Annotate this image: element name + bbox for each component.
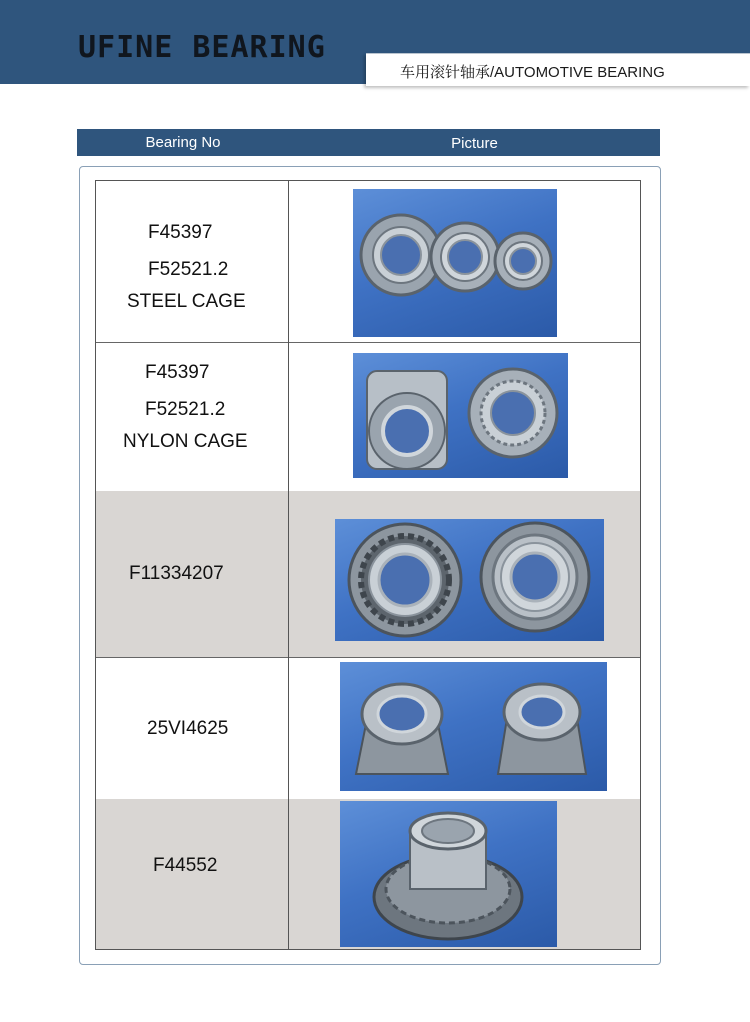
picture-cell	[289, 657, 640, 799]
bearing-no-cell	[96, 657, 289, 799]
table-row	[96, 342, 640, 492]
subtitle-text: 车用滚针轴承/AUTOMOTIVE BEARING	[400, 64, 665, 81]
picture-cell	[289, 342, 640, 491]
subtitle-tab	[366, 53, 750, 86]
table-row	[96, 181, 640, 343]
bearing-no-cell	[96, 491, 289, 657]
table-row	[96, 799, 640, 949]
bearing-no-line: F11334207	[129, 563, 224, 584]
two-needle-bearings-icon	[353, 353, 568, 478]
two-tapered-roller-bearings-icon	[340, 662, 607, 791]
bearing-no-line: STEEL CAGE	[127, 291, 246, 312]
picture-cell	[289, 799, 640, 949]
bearing-no-cell	[96, 799, 289, 949]
bearing-no-cell	[96, 181, 289, 342]
bearing-table	[95, 180, 641, 950]
picture-cell	[289, 181, 640, 342]
bearing-no-line: F44552	[153, 855, 218, 876]
flanged-roller-bearing-icon	[340, 801, 557, 947]
two-cylindrical-roller-bearings-icon	[335, 519, 604, 641]
bearing-no-line: F52521.2	[145, 399, 226, 420]
bearing-no-cell	[96, 342, 289, 491]
bearing-no-line: F52521.2	[148, 259, 229, 280]
bearing-no-line: F45397	[148, 222, 213, 243]
column-header-bar	[77, 129, 660, 156]
three-needle-bearings-icon	[353, 189, 557, 337]
brand-title: UFINE BEARING	[78, 30, 326, 65]
picture-cell	[289, 491, 640, 657]
column-header-picture: Picture	[451, 135, 498, 152]
table-row	[96, 491, 640, 658]
table-row	[96, 657, 640, 800]
bearing-no-line: NYLON CAGE	[123, 431, 248, 452]
bearing-no-line: F45397	[145, 362, 210, 383]
bearing-no-line: 25VI4625	[147, 718, 229, 739]
column-header-bearing-no: Bearing No	[145, 134, 221, 151]
